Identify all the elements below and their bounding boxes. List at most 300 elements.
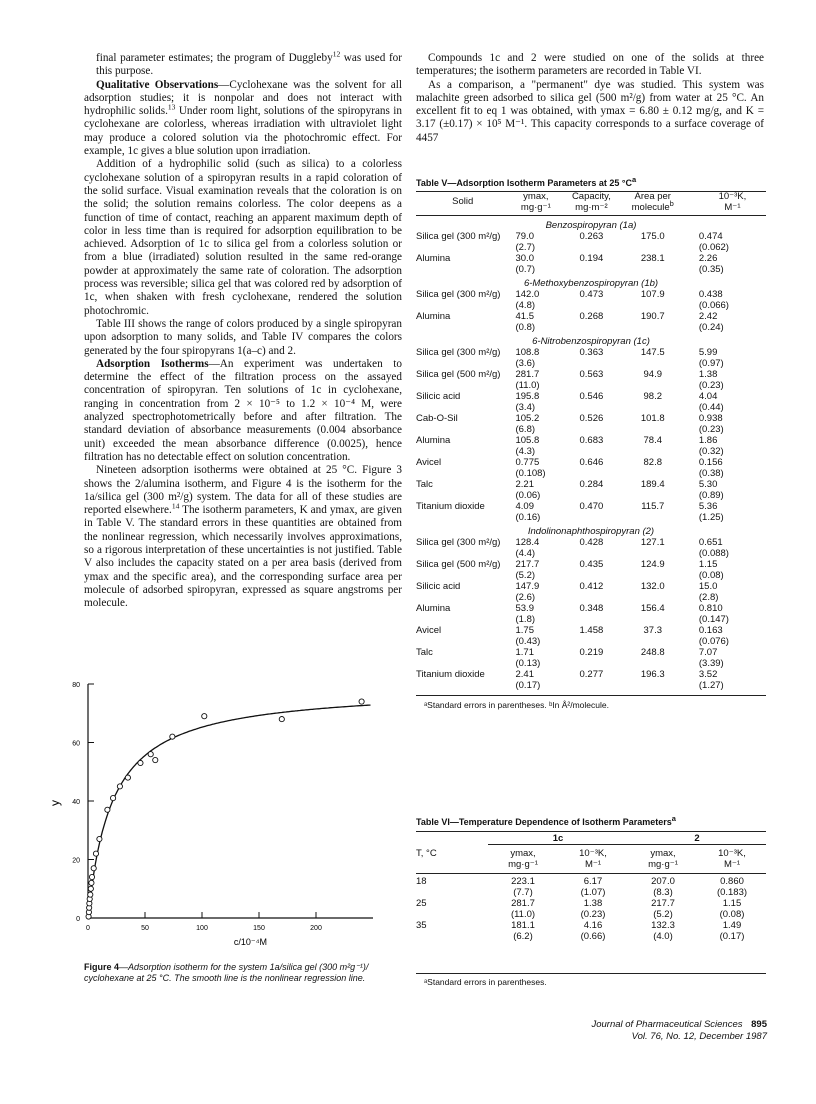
paragraph: Addition of a hydrophilic solid (such as silica) to a colorless cyclohexane solution of a spiropyran results in a rapid coloration of the solid surface. Visual examination reveals that the coloration is on the solid; the solution remains colorless. The color deepens as a function of time of contact, reaching an apparent maximum depth of color in less time than is required for adsorption equilibration to be achieved. Adsorption of 1c to silica gel from a colorless solution or from a blue (irradiated) solution resulted in the same red-orange powder at approximately the same rate of coloration. The adsorption process was reversible; silica gel that was colored red by adsorption of 1c, when shaken with fresh cyclohexane, rendered the solution photochromic. xyxy=(84,158,402,317)
table-5-footnote: ᵃStandard errors in parentheses. ᵇIn Å²/molecule. xyxy=(424,700,609,710)
table-cell xyxy=(621,614,685,625)
table-cell xyxy=(562,548,620,559)
table-cell xyxy=(416,592,509,603)
table-cell: (0.23) xyxy=(580,909,606,920)
table-cell: (0.108) xyxy=(515,468,546,479)
table-cell: 1.49 xyxy=(722,920,742,931)
table-cell: 0.470 xyxy=(579,501,604,512)
table-cell: 223.1 xyxy=(511,876,535,887)
table-cell: 0.473 xyxy=(579,289,604,300)
table-cell: Silica gel (300 m²/g) xyxy=(416,537,501,548)
rule xyxy=(416,831,766,832)
table-cell: 105.2 xyxy=(515,413,540,424)
table-cell: 0.563 xyxy=(579,369,604,380)
table-cell xyxy=(621,548,685,559)
figure-caption: Figure 4—Adsorption isotherm for the system 1a/silica gel (300 m²g⁻¹)/ cyclohexane at 25 °C. The smooth line is the nonlinear regression line. xyxy=(84,962,369,983)
paragraph: Compounds 1c and 2 were studied on one of the solids at three temperatures; the isotherm parameters are recorded in Table VI. xyxy=(416,52,764,78)
table-cell xyxy=(562,636,620,647)
table-cell xyxy=(562,424,620,435)
data-point xyxy=(91,866,96,871)
table-cell: 0.435 xyxy=(579,559,604,570)
table-cell xyxy=(416,909,488,920)
table-cell: (3.39) xyxy=(698,658,724,669)
table-row xyxy=(416,680,766,691)
table-cell xyxy=(621,380,685,391)
data-point xyxy=(105,807,110,812)
table-cell xyxy=(416,402,509,413)
table-cell xyxy=(562,512,620,523)
table-6-grid xyxy=(416,833,766,942)
table-cell: 1.458 xyxy=(579,625,604,636)
table-cell: 2.26 xyxy=(698,253,718,264)
table-cell: (0.8) xyxy=(515,322,536,333)
table-row xyxy=(416,537,766,548)
table-cell: Silicic acid xyxy=(416,391,461,402)
table-cell: (0.066) xyxy=(698,300,729,311)
journal-footer xyxy=(537,1019,767,1042)
data-point xyxy=(153,757,158,762)
table-cell: (0.13) xyxy=(515,658,541,669)
table-cell: (0.35) xyxy=(698,264,724,275)
table-cell xyxy=(621,592,685,603)
table-cell: 107.9 xyxy=(640,289,665,300)
table-cell xyxy=(416,570,509,581)
table-row xyxy=(416,669,766,680)
table-cell xyxy=(562,300,620,311)
table-section-heading: 6-Nitrobenzospiropyran (1c) xyxy=(532,336,650,347)
table-cell: 1.38 xyxy=(583,898,603,909)
column-header: T, °C xyxy=(416,847,437,859)
table-row xyxy=(416,603,766,614)
table-row xyxy=(416,358,766,369)
table-cell: 207.0 xyxy=(651,876,675,887)
data-point xyxy=(93,851,98,856)
table-cell: Cab-O-Sil xyxy=(416,413,458,424)
table-cell: 37.3 xyxy=(643,625,662,636)
table-cell: 18 xyxy=(416,876,427,887)
table-row xyxy=(416,413,766,424)
table-row xyxy=(416,636,766,647)
table-cell: 53.9 xyxy=(515,603,534,614)
table-cell: 0.683 xyxy=(579,435,604,446)
table-cell xyxy=(562,490,620,501)
table-cell xyxy=(562,358,620,369)
table-cell xyxy=(416,887,488,898)
table-cell: Alumina xyxy=(416,253,451,264)
x-tick-label: 200 xyxy=(310,925,322,932)
table-cell: Avicel xyxy=(416,457,442,468)
table-row xyxy=(416,457,766,468)
table-cell: (0.062) xyxy=(698,242,729,253)
table-cell: Titanium dioxide xyxy=(416,669,485,680)
table-row xyxy=(416,931,766,942)
table-cell: 30.0 xyxy=(515,253,534,264)
column-header: ymax, mg·g⁻¹ xyxy=(508,848,538,870)
table-cell: (0.97) xyxy=(698,358,724,369)
table-cell: (2.8) xyxy=(698,592,719,603)
table-cell: (1.8) xyxy=(515,614,536,625)
table-cell xyxy=(562,402,620,413)
table-row xyxy=(416,592,766,603)
table-row xyxy=(416,446,766,457)
table-cell xyxy=(416,548,509,559)
data-point xyxy=(89,874,94,879)
x-axis-label: c/10⁻⁴M xyxy=(233,937,268,947)
table-row xyxy=(416,625,766,636)
table-cell: 4.04 xyxy=(698,391,718,402)
table-cell xyxy=(416,322,509,333)
table-cell: (8.3) xyxy=(653,887,673,898)
table-cell xyxy=(621,300,685,311)
table-row xyxy=(416,559,766,570)
table-row xyxy=(416,479,766,490)
paragraph: Table III shows the range of colors produced by a single spiropyran upon adsorption to many solids, and Table IV compares the colors generated by the four spiropyrans 1(a–c) and 2. xyxy=(84,317,402,357)
data-point xyxy=(97,836,102,841)
table-cell xyxy=(416,358,509,369)
column-header: ymax, mg·g⁻¹ xyxy=(520,191,551,213)
table-cell: 0.438 xyxy=(698,289,723,300)
table-cell: 132.3 xyxy=(651,920,675,931)
table-cell: 2.41 xyxy=(515,669,534,680)
table-cell: (3.6) xyxy=(515,358,536,369)
table-row xyxy=(416,614,766,625)
table-cell xyxy=(416,680,509,691)
table-cell: (0.23) xyxy=(698,380,724,391)
table-cell: 108.8 xyxy=(515,347,540,358)
table-row xyxy=(416,311,766,322)
table-cell xyxy=(621,490,685,501)
table-cell: 35 xyxy=(416,920,427,931)
table-cell xyxy=(416,614,509,625)
table-cell: 0.348 xyxy=(579,603,604,614)
table-row xyxy=(416,512,766,523)
table-cell: Avicel xyxy=(416,625,442,636)
table-cell: 4.16 xyxy=(583,920,603,931)
group-header: 1c xyxy=(488,833,628,845)
table-cell: 0.810 xyxy=(698,603,723,614)
y-tick-label: 80 xyxy=(72,682,80,689)
table-cell: (5.2) xyxy=(653,909,673,920)
table-cell: 128.4 xyxy=(515,537,540,548)
table-cell: (4.4) xyxy=(515,548,536,559)
table-cell: 1.86 xyxy=(698,435,718,446)
table-row xyxy=(416,501,766,512)
paragraph: final parameter estimates; the program of Duggleby$^{12}$ was used for this purpose. xyxy=(96,49,402,78)
table-row xyxy=(416,658,766,669)
table-cell xyxy=(621,446,685,457)
table-row xyxy=(416,380,766,391)
table-cell xyxy=(621,570,685,581)
table-row xyxy=(416,402,766,413)
table-cell: 0.277 xyxy=(579,669,604,680)
y-axis-label: y xyxy=(48,800,62,806)
table-row xyxy=(416,435,766,446)
table-cell: 175.0 xyxy=(640,231,665,242)
table-row xyxy=(416,570,766,581)
table-cell xyxy=(621,658,685,669)
y-tick-label: 40 xyxy=(72,799,80,806)
table-cell: 41.5 xyxy=(515,311,534,322)
table-cell: (1.27) xyxy=(698,680,724,691)
y-tick-label: 0 xyxy=(76,916,80,923)
table-cell: Alumina xyxy=(416,603,451,614)
data-point xyxy=(279,717,284,722)
table-row xyxy=(416,548,766,559)
table-cell: 0.646 xyxy=(579,457,604,468)
figure-4 xyxy=(38,650,400,950)
page-number: 895 xyxy=(751,1019,767,1030)
table-cell xyxy=(416,380,509,391)
table-cell: 5.30 xyxy=(698,479,718,490)
table-cell: 2.42 xyxy=(698,311,718,322)
table-cell: 5.36 xyxy=(698,501,718,512)
table-cell: 25 xyxy=(416,898,427,909)
table-cell xyxy=(621,468,685,479)
column-header: 10⁻³K, M⁻¹ xyxy=(718,191,747,213)
column-header: Capacity, mg·m⁻² xyxy=(571,191,611,213)
table-6-title: Table VI—Temperature Dependence of Isotherm Parameters$^a$ xyxy=(416,814,676,827)
data-point xyxy=(138,760,143,765)
table-5 xyxy=(416,192,766,691)
left-column xyxy=(84,49,403,610)
table-section-heading: Benzospiropyran (1a) xyxy=(545,220,637,231)
table-cell: (0.24) xyxy=(698,322,724,333)
table-cell: (5.2) xyxy=(515,570,536,581)
table-row xyxy=(416,391,766,402)
table-cell: (0.17) xyxy=(719,931,745,942)
table-cell: 189.4 xyxy=(640,479,665,490)
table-cell: 281.7 xyxy=(511,898,535,909)
table-cell: 0.526 xyxy=(579,413,604,424)
data-point xyxy=(110,795,115,800)
table-cell: (1.25) xyxy=(698,512,724,523)
table-cell: Talc xyxy=(416,647,433,658)
table-cell xyxy=(416,636,509,647)
table-cell: 0.219 xyxy=(579,647,604,658)
table-cell: 0.363 xyxy=(579,347,604,358)
table-cell: 217.7 xyxy=(515,559,540,570)
table-row xyxy=(416,909,766,920)
table-cell xyxy=(416,264,509,275)
x-tick-label: 0 xyxy=(86,925,90,932)
table-row xyxy=(416,876,766,887)
table-cell: 124.9 xyxy=(640,559,665,570)
table-cell: 196.3 xyxy=(640,669,665,680)
table-cell: 2.21 xyxy=(515,479,534,490)
table-cell xyxy=(621,264,685,275)
right-column xyxy=(416,52,764,145)
table-cell: 0.156 xyxy=(698,457,723,468)
table-cell: 1.15 xyxy=(722,898,742,909)
table-cell: 238.1 xyxy=(640,253,665,264)
table-cell: 132.0 xyxy=(640,581,665,592)
isotherm-chart xyxy=(38,650,400,950)
table-cell: Silica gel (500 m²/g) xyxy=(416,369,501,380)
table-cell xyxy=(621,358,685,369)
table-cell: (0.06) xyxy=(515,490,541,501)
table-cell: 15.0 xyxy=(698,581,718,592)
section-heading: Adsorption Isotherms xyxy=(96,357,209,370)
table-cell: 5.99 xyxy=(698,347,718,358)
table-cell: 82.8 xyxy=(643,457,662,468)
table-cell xyxy=(621,322,685,333)
journal-volume: Vol. 76, No. 12, December 1987 xyxy=(631,1030,767,1042)
table-cell: 127.1 xyxy=(640,537,665,548)
table-cell xyxy=(562,446,620,457)
y-tick-label: 20 xyxy=(72,857,80,865)
table-cell: 147.9 xyxy=(515,581,540,592)
table-cell: 98.2 xyxy=(643,391,662,402)
column-header: 10⁻³K, M⁻¹ xyxy=(718,848,746,870)
table-cell: (0.66) xyxy=(580,931,606,942)
x-tick-label: 100 xyxy=(196,925,208,932)
table-row xyxy=(416,347,766,358)
table-cell: 6.17 xyxy=(583,876,603,887)
table-cell: (0.08) xyxy=(719,909,745,920)
table-cell: (0.08) xyxy=(698,570,724,581)
table-cell: Silica gel (300 m²/g) xyxy=(416,289,501,300)
table-row xyxy=(416,424,766,435)
table-cell: 217.7 xyxy=(651,898,675,909)
table-cell: 1.75 xyxy=(515,625,534,636)
data-point xyxy=(117,784,122,789)
table-cell: (6.2) xyxy=(513,931,533,942)
table-cell xyxy=(416,468,509,479)
table-cell xyxy=(621,512,685,523)
table-cell: Talc xyxy=(416,479,433,490)
table-cell: (0.32) xyxy=(698,446,724,457)
table-cell: 7.07 xyxy=(698,647,718,658)
table-cell: Titanium dioxide xyxy=(416,501,485,512)
table-cell: 0.412 xyxy=(579,581,604,592)
table-cell: (0.7) xyxy=(515,264,536,275)
table-cell xyxy=(562,264,620,275)
table-cell: (1.07) xyxy=(580,887,606,898)
table-cell: 0.775 xyxy=(515,457,540,468)
table-cell xyxy=(416,931,488,942)
column-header: 10⁻³K, M⁻¹ xyxy=(579,848,607,870)
table-cell: 248.8 xyxy=(640,647,665,658)
table-row xyxy=(416,242,766,253)
table-cell: 0.860 xyxy=(720,876,744,887)
table-cell: 0.268 xyxy=(579,311,604,322)
paragraph: Adsorption Isotherms—An experiment was undertaken to determine the effect of the filtration process on the assayed concentration of spiropyran. Ten solutions of 1c in cyclohexane, ranging in concentration from 2 × 10⁻⁵ to 1.2 × 10⁻⁴ M, were analyzed spectrophotometrically before and after filtration. The standard deviation of absorbance measurements (0.004 absorbance unit) exceeded the mean absorbance difference (0.0025), hence filtration has no detectable effect on solution concentration. xyxy=(84,357,402,463)
table-cell xyxy=(562,242,620,253)
table-cell: (2.7) xyxy=(515,242,536,253)
data-point xyxy=(359,699,364,704)
table-cell: Silica gel (300 m²/g) xyxy=(416,347,501,358)
table-cell xyxy=(562,570,620,581)
table-cell: 190.7 xyxy=(640,311,665,322)
table-cell: (0.44) xyxy=(698,402,724,413)
table-cell: (3.4) xyxy=(515,402,536,413)
table-cell: (4.3) xyxy=(515,446,536,457)
table-cell xyxy=(416,512,509,523)
table-cell: 181.1 xyxy=(511,920,535,931)
table-cell: 78.4 xyxy=(643,435,662,446)
column-header: Solid xyxy=(452,196,474,208)
data-point xyxy=(125,775,130,780)
table-cell xyxy=(416,424,509,435)
table-section-heading: 6-Methoxybenzospiropyran (1b) xyxy=(523,278,659,289)
table-cell: 147.5 xyxy=(640,347,665,358)
table-cell: Silicic acid xyxy=(416,581,461,592)
table-cell: 142.0 xyxy=(515,289,540,300)
table-cell: (0.183) xyxy=(716,887,748,898)
table-cell: Silica gel (300 m²/g) xyxy=(416,231,501,242)
table-cell: (6.8) xyxy=(515,424,536,435)
paragraph: Qualitative Observations—Cyclohexane was the solvent for all adsorption studies; it is nonpolar and does not interact with hydrophilic solids.$^{13}$ Under room light, solutions of the spiropyrans in cyclohexane are colorless, whereas irradiation with ultraviolet light may produce a colored solution via the photochromic effect. For example, 1c gives a blue solution upon irradiation. xyxy=(84,78,402,158)
table-row xyxy=(416,647,766,658)
table-cell xyxy=(562,680,620,691)
data-point xyxy=(170,734,175,739)
table-cell: 0.651 xyxy=(698,537,723,548)
table-section-heading: Indolinonaphthospiropyran (2) xyxy=(527,526,655,537)
regression-line xyxy=(88,705,370,915)
table-cell: 156.4 xyxy=(640,603,665,614)
table-cell: (4.0) xyxy=(653,931,673,942)
table-row xyxy=(416,898,766,909)
table-cell xyxy=(562,468,620,479)
data-point xyxy=(88,886,93,891)
table-cell xyxy=(416,658,509,669)
table-cell: 115.7 xyxy=(641,501,665,512)
table-cell xyxy=(562,380,620,391)
paragraph: As a comparison, a "permanent" dye was studied. This system was malachite green adsorbed to silica gel (500 m²/g) from water at 25 °C. An excellent fit to eq 1 was obtained, with ymax = 6.80 ± 0.12 mg/g, and K = 3.17 (±0.17) × 10⁵ M⁻¹. This capacity corresponds to a surface coverage of 4457 xyxy=(416,78,764,144)
table-cell: 105.8 xyxy=(515,435,540,446)
table-cell: (0.43) xyxy=(515,636,541,647)
table-cell: 0.474 xyxy=(698,231,723,242)
column-header: Area per molecule$^b$ xyxy=(631,191,674,213)
table-cell: (0.17) xyxy=(515,680,541,691)
table-cell: (0.89) xyxy=(698,490,724,501)
table-6 xyxy=(416,833,766,942)
table-row xyxy=(416,322,766,333)
data-point xyxy=(88,892,93,897)
table-cell: 1.38 xyxy=(698,369,718,380)
x-tick-label: 50 xyxy=(141,925,149,932)
data-point xyxy=(202,714,207,719)
rule xyxy=(416,973,766,974)
table-cell xyxy=(621,636,685,647)
data-point xyxy=(89,880,94,885)
table-cell: 0.194 xyxy=(579,253,604,264)
table-row xyxy=(416,581,766,592)
table-cell: 0.163 xyxy=(698,625,723,636)
table-row xyxy=(416,300,766,311)
table-cell xyxy=(562,322,620,333)
table-5-grid xyxy=(416,192,766,691)
table-cell: (11.0) xyxy=(510,909,536,920)
group-header: 2 xyxy=(628,833,766,845)
table-cell: 0.428 xyxy=(579,537,604,548)
table-cell xyxy=(416,490,509,501)
table-row xyxy=(416,920,766,931)
section-heading: Qualitative Observations xyxy=(96,78,219,91)
table-cell: 101.8 xyxy=(640,413,665,424)
y-tick-label: 60 xyxy=(72,740,80,748)
table-cell: (11.0) xyxy=(515,380,540,391)
table-cell: (0.16) xyxy=(515,512,541,523)
table-cell: 1.71 xyxy=(515,647,534,658)
table-cell: (7.7) xyxy=(513,887,533,898)
table-row xyxy=(416,253,766,264)
table-cell: (2.6) xyxy=(515,592,536,603)
table-row xyxy=(416,264,766,275)
table-cell: Silica gel (500 m²/g) xyxy=(416,559,501,570)
table-cell: 79.0 xyxy=(515,231,534,242)
table-row xyxy=(416,468,766,479)
